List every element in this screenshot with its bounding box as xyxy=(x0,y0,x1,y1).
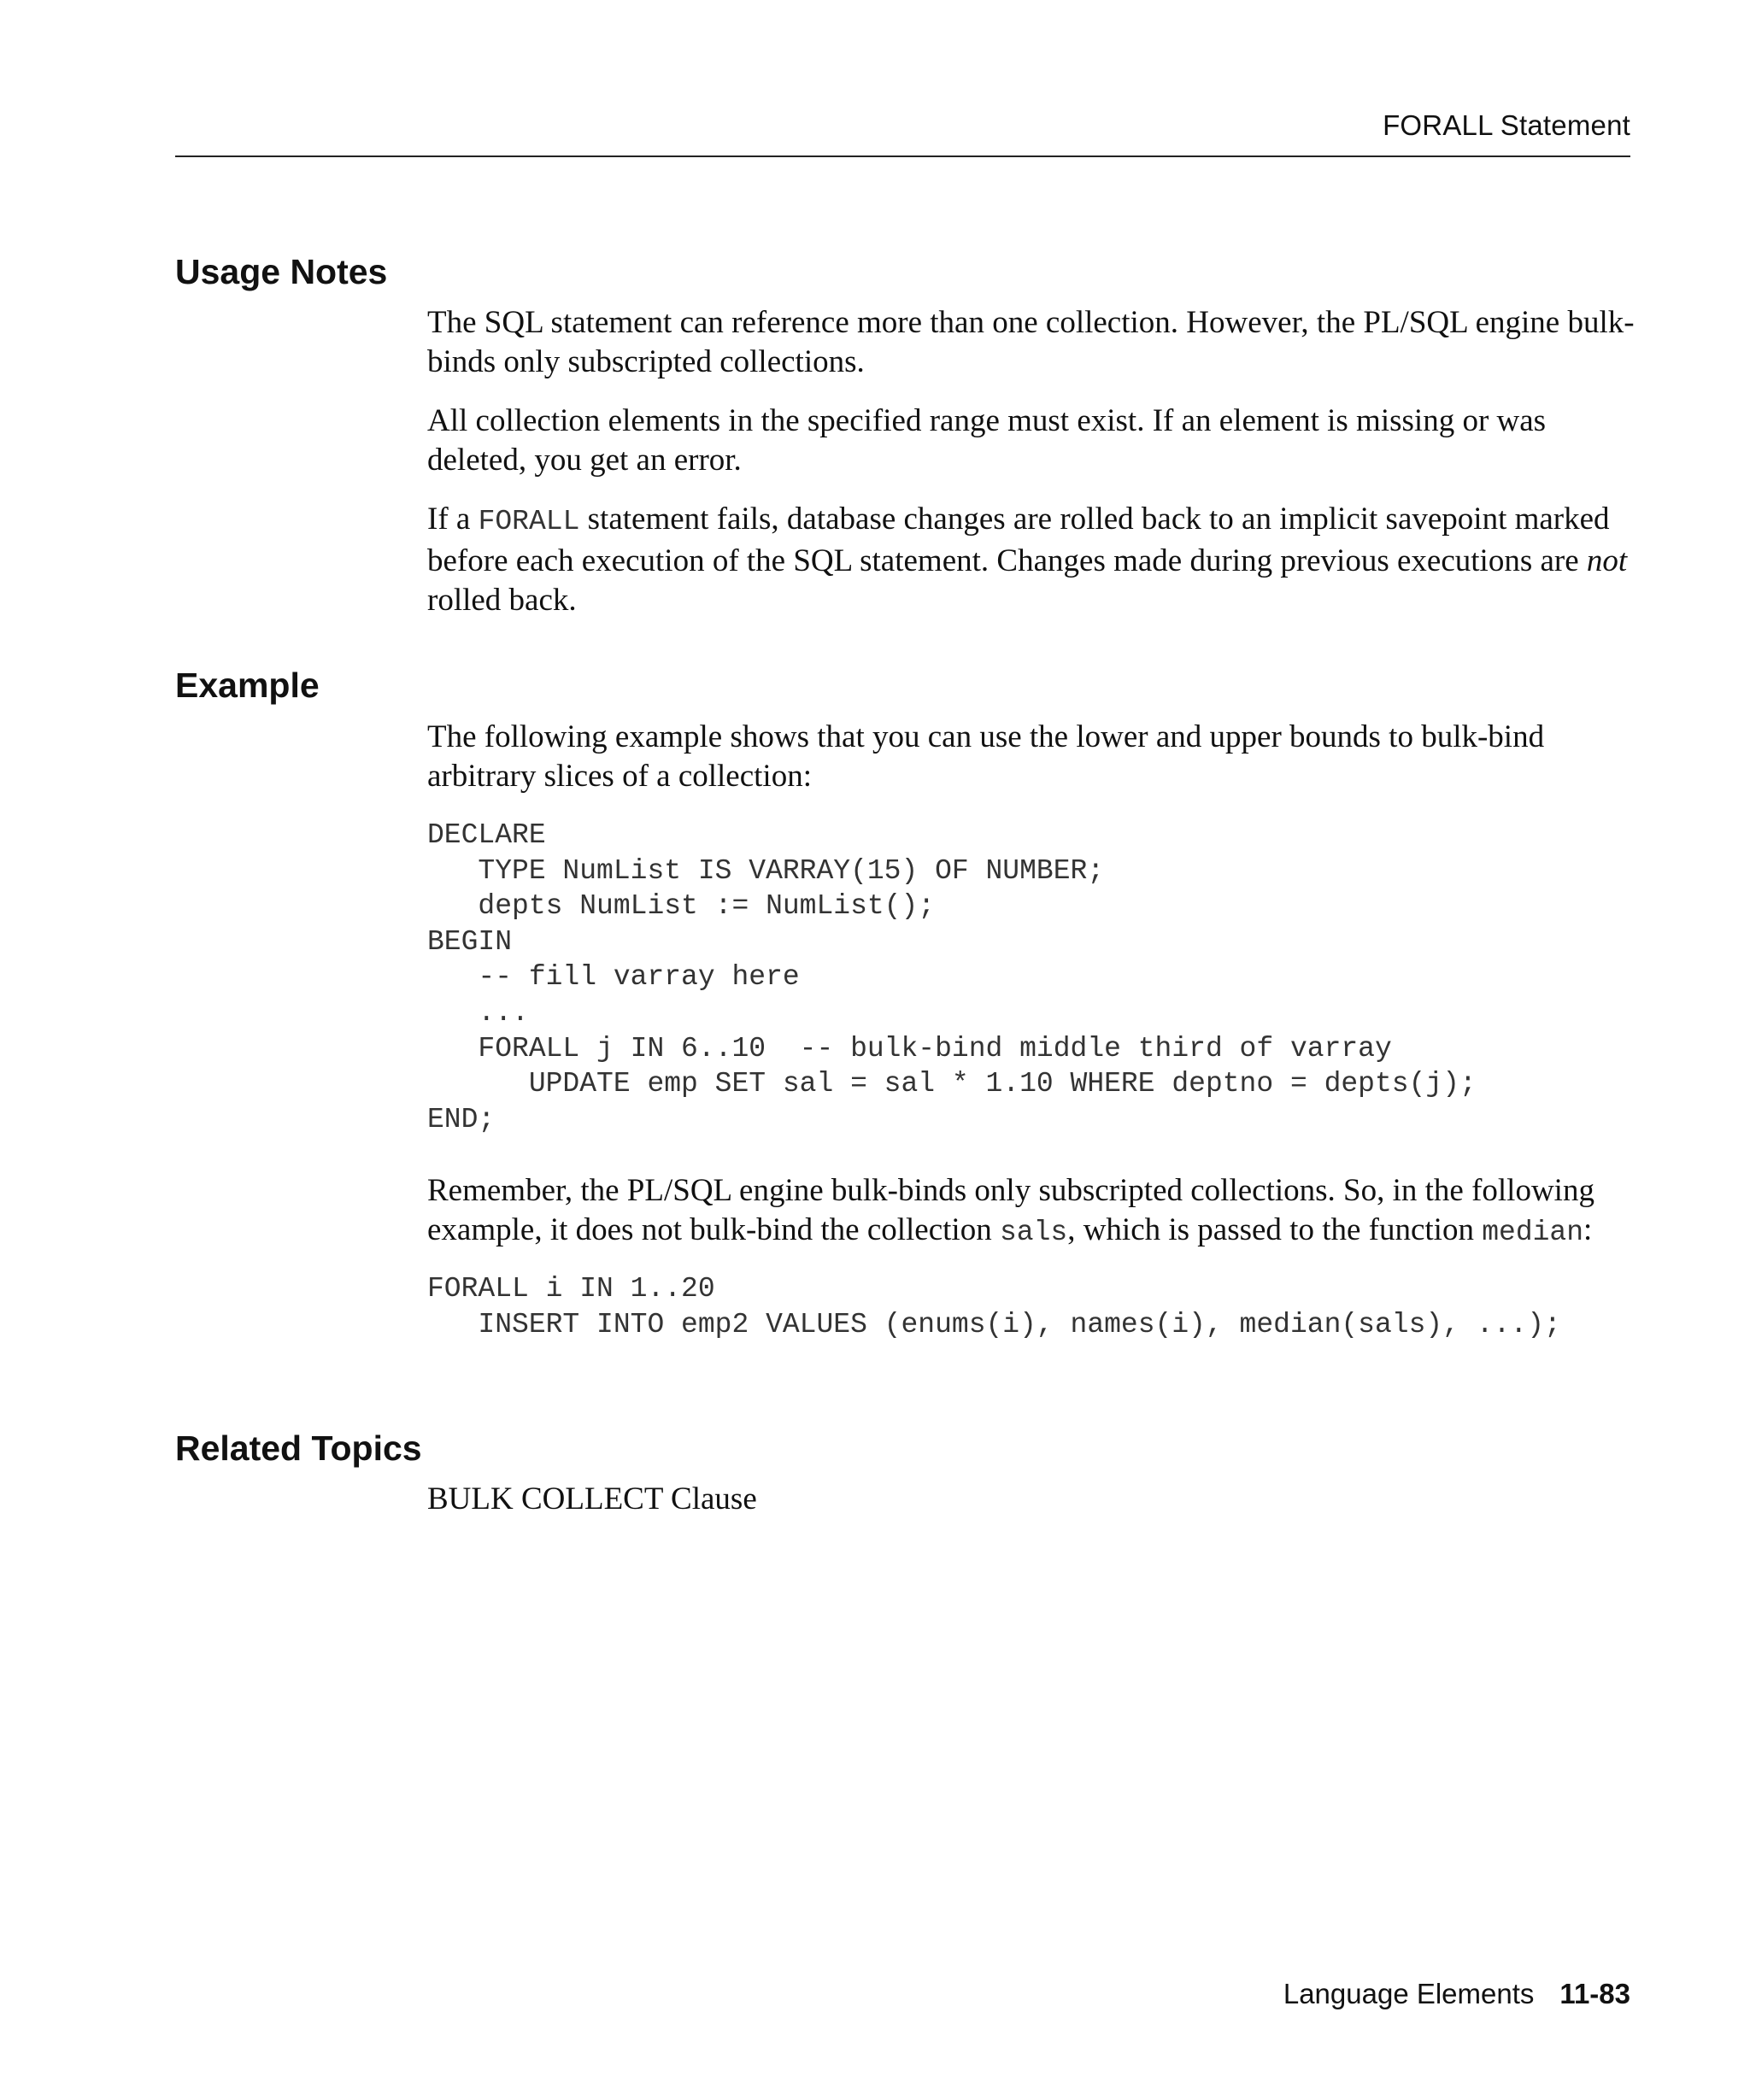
text-run: rolled back. xyxy=(427,583,577,618)
footer-section-title: Language Elements xyxy=(1283,1978,1535,2009)
example-intro: The following example shows that you can use the lower and upper bounds to bulk-bind arbitrary slices of a collection: xyxy=(427,719,1545,794)
usage-notes-paragraph-3 xyxy=(427,500,1641,620)
inline-code-sals: sals xyxy=(999,1217,1068,1249)
code-block-insert: FORALL i IN 1..20 INSERT INTO emp2 VALUES (enums(i), names(i), median(sals), ...); xyxy=(427,1273,1561,1340)
running-header xyxy=(175,104,1630,157)
inline-code-forall: FORALL xyxy=(478,506,580,537)
usage-notes-paragraph-2: All collection elements in the specified range must exist. If an element is missing or was deleted, you get an error. xyxy=(427,403,1547,478)
usage-notes-body xyxy=(427,303,1641,620)
related-topics-heading: Related Topics xyxy=(175,1428,422,1468)
page-footer xyxy=(1283,1978,1630,2010)
footer-page-number: 11-83 xyxy=(1559,1978,1630,2009)
text-run: Remember, the PL/SQL engine bulk-binds only subscripted collections. So, in the following example, it does not bulk-bind the collection xyxy=(427,1173,1594,1248)
text-run: , which is passed to the function xyxy=(1067,1212,1483,1248)
emphasis-not: not xyxy=(1586,543,1628,578)
example-body xyxy=(427,718,1641,1343)
text-run: statement fails, database changes are rolled back to an implicit savepoint marked before each execution of the SQL statement. Changes made during previous executions are xyxy=(427,502,1610,578)
usage-notes-paragraph-1: The SQL statement can reference more than one collection. However, the PL/SQL engine bulk-binds only subscripted collections. xyxy=(427,305,1635,379)
example-remember-paragraph xyxy=(427,1171,1641,1252)
usage-notes-heading: Usage Notes xyxy=(175,252,388,291)
inline-code-median: median xyxy=(1482,1217,1584,1249)
code-block-varray: DECLARE TYPE NumList IS VARRAY(15) OF NUMBER; depts NumList := NumList(); BEGIN -- fill varray here ... FORALL j IN 6..10 -- bulk-bind middle third of varray UPDATE emp SET sal = sal * 1.10 WHERE deptno = depts(j); END; xyxy=(427,819,1477,1135)
text-run: If a xyxy=(427,502,479,537)
related-topics-body xyxy=(427,1480,1641,1519)
text-run: : xyxy=(1583,1212,1593,1248)
running-header-title: FORALL Statement xyxy=(1383,109,1630,141)
related-topic-link[interactable]: BULK COLLECT Clause xyxy=(427,1481,757,1516)
example-heading: Example xyxy=(175,666,320,705)
